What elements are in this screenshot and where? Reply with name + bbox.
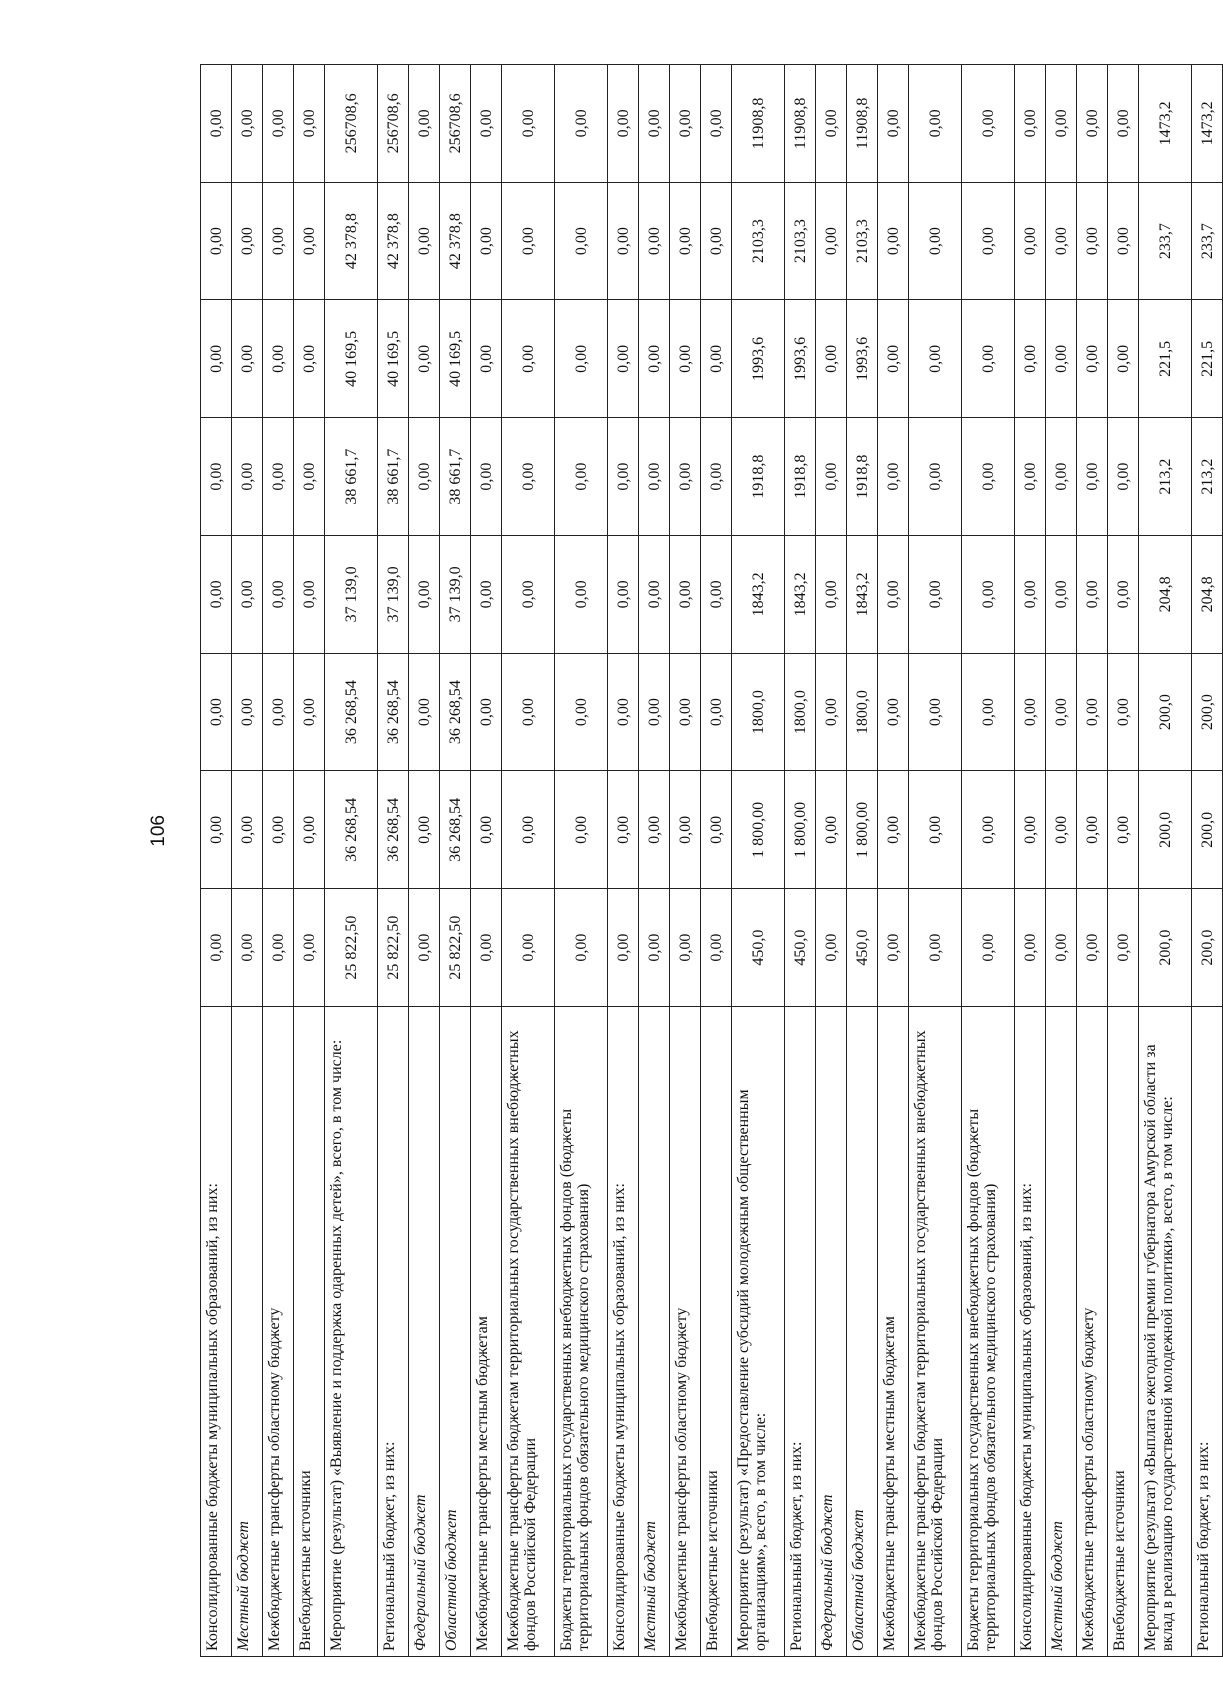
value-cell: 0,00: [962, 536, 1015, 654]
value-cell: 213,2: [1192, 418, 1223, 536]
value-cell: 1 800,00: [785, 771, 816, 889]
value-cell: 0,00: [1015, 889, 1046, 1007]
row-label: Внебюджетные источники: [294, 1007, 325, 1657]
value-cell: 2103,3: [847, 182, 878, 300]
value-cell: 37 139,0: [325, 536, 378, 654]
value-cell: 0,00: [1108, 418, 1139, 536]
value-cell: 36 268,54: [325, 653, 378, 771]
value-cell: 42 378,8: [440, 182, 471, 300]
value-cell: 1800,0: [732, 653, 785, 771]
value-cell: 0,00: [1077, 889, 1108, 1007]
value-cell: 0,00: [409, 65, 440, 183]
value-cell: 0,00: [263, 182, 294, 300]
value-cell: 200,0: [1192, 771, 1223, 889]
value-cell: 0,00: [1108, 536, 1139, 654]
table-row: [670, 65, 701, 1657]
value-cell: 0,00: [1108, 182, 1139, 300]
budget-table: [200, 64, 1223, 1657]
value-cell: 0,00: [816, 889, 847, 1007]
value-cell: 0,00: [471, 300, 502, 418]
value-cell: 25 822,50: [440, 889, 471, 1007]
value-cell: 0,00: [608, 182, 639, 300]
value-cell: 1 800,00: [847, 771, 878, 889]
value-cell: 0,00: [294, 300, 325, 418]
value-cell: 0,00: [263, 418, 294, 536]
value-cell: 0,00: [201, 536, 232, 654]
table-row: [608, 65, 639, 1657]
value-cell: 0,00: [555, 771, 608, 889]
value-cell: 0,00: [701, 300, 732, 418]
value-cell: 0,00: [1046, 771, 1077, 889]
value-cell: 0,00: [816, 536, 847, 654]
value-cell: 0,00: [1077, 300, 1108, 418]
value-cell: 200,0: [1192, 653, 1223, 771]
value-cell: 0,00: [294, 653, 325, 771]
row-label: Межбюджетные трансферты бюджетам территориальных государственных внебюджетных фондов Российской Федерации: [502, 1007, 555, 1657]
value-cell: 213,2: [1139, 418, 1192, 536]
row-label: Консолидированные бюджеты муниципальных образований, из них:: [608, 1007, 639, 1657]
value-cell: 0,00: [294, 65, 325, 183]
value-cell: 450,0: [785, 889, 816, 1007]
value-cell: 0,00: [1046, 653, 1077, 771]
value-cell: 1800,0: [847, 653, 878, 771]
value-cell: 0,00: [201, 653, 232, 771]
row-label: Региональный бюджет, из них:: [1192, 1007, 1223, 1657]
value-cell: 0,00: [639, 771, 670, 889]
value-cell: 0,00: [1077, 418, 1108, 536]
value-cell: 0,00: [555, 418, 608, 536]
value-cell: 0,00: [232, 536, 263, 654]
value-cell: 0,00: [471, 653, 502, 771]
value-cell: 0,00: [1108, 653, 1139, 771]
value-cell: 0,00: [909, 536, 962, 654]
value-cell: 0,00: [909, 418, 962, 536]
value-cell: 0,00: [608, 889, 639, 1007]
value-cell: 0,00: [1015, 418, 1046, 536]
value-cell: 0,00: [701, 653, 732, 771]
value-cell: 0,00: [409, 536, 440, 654]
value-cell: 0,00: [670, 300, 701, 418]
table-row: [471, 65, 502, 1657]
row-label: Межбюджетные трансферты местным бюджетам: [878, 1007, 909, 1657]
value-cell: 1473,2: [1192, 65, 1223, 183]
value-cell: 0,00: [409, 182, 440, 300]
row-label: Консолидированные бюджеты муниципальных образований, из них:: [201, 1007, 232, 1657]
value-cell: 0,00: [909, 300, 962, 418]
value-cell: 0,00: [471, 771, 502, 889]
value-cell: 0,00: [1015, 300, 1046, 418]
value-cell: 11908,8: [785, 65, 816, 183]
row-label: Региональный бюджет, из них:: [378, 1007, 409, 1657]
value-cell: 0,00: [701, 182, 732, 300]
table-row: [962, 65, 1015, 1657]
table-row: [847, 65, 878, 1657]
row-label: Региональный бюджет, из них:: [785, 1007, 816, 1657]
value-cell: 36 268,54: [325, 771, 378, 889]
value-cell: 0,00: [502, 536, 555, 654]
row-label: Консолидированные бюджеты муниципальных образований, из них:: [1015, 1007, 1046, 1657]
value-cell: 0,00: [201, 418, 232, 536]
value-cell: 0,00: [1015, 182, 1046, 300]
row-label: Федеральный бюджет: [816, 1007, 847, 1657]
value-cell: 450,0: [847, 889, 878, 1007]
value-cell: 0,00: [816, 771, 847, 889]
value-cell: 0,00: [670, 418, 701, 536]
table-row: [639, 65, 670, 1657]
value-cell: 0,00: [1077, 536, 1108, 654]
value-cell: 233,7: [1139, 182, 1192, 300]
value-cell: 0,00: [816, 653, 847, 771]
row-label: Бюджеты территориальных государственных внебюджетных фондов (бюджеты территориальных фондов обязательного медицинского страхования): [962, 1007, 1015, 1657]
row-label: Межбюджетные трансферты областному бюджету: [263, 1007, 294, 1657]
value-cell: 36 268,54: [378, 771, 409, 889]
value-cell: 233,7: [1192, 182, 1223, 300]
table-row: [409, 65, 440, 1657]
value-cell: 1 800,00: [732, 771, 785, 889]
value-cell: 0,00: [201, 771, 232, 889]
value-cell: 0,00: [263, 771, 294, 889]
value-cell: 0,00: [670, 65, 701, 183]
value-cell: 0,00: [1015, 65, 1046, 183]
value-cell: 1918,8: [732, 418, 785, 536]
value-cell: 36 268,54: [440, 653, 471, 771]
table-row: [732, 65, 785, 1657]
value-cell: 0,00: [555, 182, 608, 300]
value-cell: 36 268,54: [440, 771, 471, 889]
value-cell: 0,00: [1108, 771, 1139, 889]
table-row: [325, 65, 378, 1657]
value-cell: 0,00: [294, 889, 325, 1007]
value-cell: 0,00: [502, 182, 555, 300]
value-cell: 0,00: [201, 182, 232, 300]
value-cell: 25 822,50: [325, 889, 378, 1007]
value-cell: 0,00: [816, 300, 847, 418]
value-cell: 37 139,0: [378, 536, 409, 654]
table-row: [701, 65, 732, 1657]
value-cell: 11908,8: [732, 65, 785, 183]
value-cell: 0,00: [201, 65, 232, 183]
value-cell: 25 822,50: [378, 889, 409, 1007]
value-cell: 0,00: [909, 653, 962, 771]
value-cell: 0,00: [232, 300, 263, 418]
value-cell: 0,00: [1108, 65, 1139, 183]
value-cell: 0,00: [962, 182, 1015, 300]
value-cell: 1918,8: [785, 418, 816, 536]
value-cell: 0,00: [263, 889, 294, 1007]
value-cell: 0,00: [263, 536, 294, 654]
value-cell: 0,00: [909, 889, 962, 1007]
row-label: Местный бюджет: [232, 1007, 263, 1657]
value-cell: 0,00: [639, 65, 670, 183]
value-cell: 0,00: [701, 65, 732, 183]
rotated-table-container: [200, 65, 1216, 1657]
value-cell: 0,00: [909, 771, 962, 889]
table-row: [1015, 65, 1046, 1657]
value-cell: 0,00: [639, 418, 670, 536]
table-row: [1108, 65, 1139, 1657]
value-cell: 0,00: [962, 653, 1015, 771]
value-cell: 11908,8: [847, 65, 878, 183]
value-cell: 0,00: [670, 889, 701, 1007]
value-cell: 0,00: [639, 300, 670, 418]
table-row: [201, 65, 232, 1657]
value-cell: 0,00: [555, 300, 608, 418]
value-cell: 0,00: [471, 182, 502, 300]
value-cell: 0,00: [1108, 889, 1139, 1007]
value-cell: 0,00: [502, 889, 555, 1007]
value-cell: 0,00: [471, 65, 502, 183]
table-row: [502, 65, 555, 1657]
value-cell: 0,00: [608, 418, 639, 536]
page-number: 106: [148, 815, 169, 847]
value-cell: 1843,2: [732, 536, 785, 654]
value-cell: 0,00: [263, 65, 294, 183]
value-cell: 1918,8: [847, 418, 878, 536]
value-cell: 0,00: [471, 418, 502, 536]
value-cell: 1800,0: [785, 653, 816, 771]
value-cell: 256708,6: [325, 65, 378, 183]
value-cell: 42 378,8: [325, 182, 378, 300]
table-row: [1046, 65, 1077, 1657]
value-cell: 0,00: [263, 300, 294, 418]
value-cell: 200,0: [1139, 653, 1192, 771]
value-cell: 0,00: [502, 65, 555, 183]
value-cell: 0,00: [1015, 771, 1046, 889]
value-cell: 1993,6: [785, 300, 816, 418]
row-label: Межбюджетные трансферты областному бюджету: [670, 1007, 701, 1657]
value-cell: 0,00: [701, 771, 732, 889]
value-cell: 0,00: [909, 65, 962, 183]
value-cell: 0,00: [555, 536, 608, 654]
value-cell: 0,00: [670, 653, 701, 771]
value-cell: 38 661,7: [378, 418, 409, 536]
value-cell: 200,0: [1139, 771, 1192, 889]
row-label: Мероприятие (результат) «Предоставление субсидий молодежным общественным организациям», всего, в том числе:: [732, 1007, 785, 1657]
row-label: Местный бюджет: [639, 1007, 670, 1657]
value-cell: 0,00: [471, 536, 502, 654]
value-cell: 0,00: [608, 65, 639, 183]
value-cell: 37 139,0: [440, 536, 471, 654]
value-cell: 0,00: [878, 771, 909, 889]
value-cell: 0,00: [701, 536, 732, 654]
table-row: [909, 65, 962, 1657]
value-cell: 40 169,5: [440, 300, 471, 418]
value-cell: 0,00: [409, 889, 440, 1007]
row-label: Мероприятие (результат) «Выявление и поддержка одаренных детей», всего, в том числе:: [325, 1007, 378, 1657]
table-row: [878, 65, 909, 1657]
row-label: Мероприятие (результат) «Выплата ежегодной премии губернатора Амурской области за вклад в реализацию государственной молодежной политики», всего, в том числе:: [1139, 1007, 1192, 1657]
value-cell: 221,5: [1139, 300, 1192, 418]
row-label: Внебюджетные источники: [701, 1007, 732, 1657]
value-cell: 40 169,5: [378, 300, 409, 418]
value-cell: 2103,3: [732, 182, 785, 300]
row-label: Бюджеты территориальных государственных внебюджетных фондов (бюджеты территориальных фондов обязательного медицинского страхования): [555, 1007, 608, 1657]
row-label: Местный бюджет: [1046, 1007, 1077, 1657]
value-cell: 0,00: [878, 300, 909, 418]
value-cell: 0,00: [232, 771, 263, 889]
value-cell: 0,00: [878, 653, 909, 771]
table-row: [555, 65, 608, 1657]
value-cell: 0,00: [232, 653, 263, 771]
value-cell: 0,00: [878, 65, 909, 183]
value-cell: 0,00: [608, 536, 639, 654]
value-cell: 1473,2: [1139, 65, 1192, 183]
value-cell: 0,00: [701, 418, 732, 536]
value-cell: 38 661,7: [440, 418, 471, 536]
row-label: Федеральный бюджет: [409, 1007, 440, 1657]
value-cell: 0,00: [639, 182, 670, 300]
value-cell: 0,00: [294, 418, 325, 536]
value-cell: 0,00: [555, 889, 608, 1007]
value-cell: 2103,3: [785, 182, 816, 300]
value-cell: 0,00: [962, 889, 1015, 1007]
value-cell: 0,00: [816, 65, 847, 183]
value-cell: 0,00: [232, 418, 263, 536]
value-cell: 0,00: [1046, 536, 1077, 654]
table-row: [816, 65, 847, 1657]
row-label: Областной бюджет: [440, 1007, 471, 1657]
value-cell: 0,00: [670, 182, 701, 300]
value-cell: 1993,6: [732, 300, 785, 418]
value-cell: 0,00: [555, 65, 608, 183]
value-cell: 0,00: [1015, 653, 1046, 771]
value-cell: 0,00: [1015, 536, 1046, 654]
value-cell: 0,00: [1108, 300, 1139, 418]
table-row: [294, 65, 325, 1657]
value-cell: 0,00: [409, 653, 440, 771]
value-cell: 256708,6: [440, 65, 471, 183]
value-cell: 0,00: [878, 536, 909, 654]
value-cell: 0,00: [201, 300, 232, 418]
row-label: Областной бюджет: [847, 1007, 878, 1657]
value-cell: 0,00: [909, 182, 962, 300]
table-row: [785, 65, 816, 1657]
value-cell: 0,00: [816, 182, 847, 300]
value-cell: 0,00: [409, 418, 440, 536]
value-cell: 1843,2: [847, 536, 878, 654]
table-row: [263, 65, 294, 1657]
value-cell: 0,00: [962, 771, 1015, 889]
value-cell: 200,0: [1192, 889, 1223, 1007]
value-cell: 0,00: [1077, 182, 1108, 300]
value-cell: 0,00: [608, 653, 639, 771]
value-cell: 0,00: [409, 300, 440, 418]
table-row: [1192, 65, 1223, 1657]
value-cell: 204,8: [1139, 536, 1192, 654]
value-cell: 0,00: [816, 418, 847, 536]
value-cell: 0,00: [878, 418, 909, 536]
value-cell: 256708,6: [378, 65, 409, 183]
value-cell: 0,00: [670, 536, 701, 654]
table-row: [378, 65, 409, 1657]
value-cell: 0,00: [232, 182, 263, 300]
value-cell: 42 378,8: [378, 182, 409, 300]
value-cell: 0,00: [639, 536, 670, 654]
value-cell: 0,00: [232, 65, 263, 183]
table-row: [232, 65, 263, 1657]
value-cell: 0,00: [701, 889, 732, 1007]
value-cell: 0,00: [201, 889, 232, 1007]
value-cell: 0,00: [232, 889, 263, 1007]
value-cell: 0,00: [502, 300, 555, 418]
value-cell: 450,0: [732, 889, 785, 1007]
value-cell: 36 268,54: [378, 653, 409, 771]
value-cell: 0,00: [502, 771, 555, 889]
value-cell: 1843,2: [785, 536, 816, 654]
value-cell: 0,00: [608, 300, 639, 418]
row-label: Межбюджетные трансферты бюджетам территориальных государственных внебюджетных фондов Российской Федерации: [909, 1007, 962, 1657]
value-cell: 1993,6: [847, 300, 878, 418]
value-cell: 0,00: [263, 653, 294, 771]
value-cell: 0,00: [639, 653, 670, 771]
table-row: [1139, 65, 1192, 1657]
value-cell: 221,5: [1192, 300, 1223, 418]
value-cell: 0,00: [1046, 65, 1077, 183]
value-cell: 0,00: [1077, 771, 1108, 889]
value-cell: 0,00: [294, 536, 325, 654]
row-label: Внебюджетные источники: [1108, 1007, 1139, 1657]
value-cell: 0,00: [1046, 300, 1077, 418]
value-cell: 0,00: [639, 889, 670, 1007]
value-cell: 40 169,5: [325, 300, 378, 418]
value-cell: 0,00: [878, 182, 909, 300]
value-cell: 0,00: [1046, 418, 1077, 536]
value-cell: 0,00: [294, 182, 325, 300]
value-cell: 0,00: [670, 771, 701, 889]
value-cell: 204,8: [1192, 536, 1223, 654]
value-cell: 0,00: [962, 65, 1015, 183]
value-cell: 0,00: [962, 418, 1015, 536]
value-cell: 0,00: [294, 771, 325, 889]
value-cell: 0,00: [1077, 65, 1108, 183]
table-row: [440, 65, 471, 1657]
value-cell: 0,00: [962, 300, 1015, 418]
value-cell: 38 661,7: [325, 418, 378, 536]
value-cell: 0,00: [878, 889, 909, 1007]
table-row: [1077, 65, 1108, 1657]
row-label: Межбюджетные трансферты местным бюджетам: [471, 1007, 502, 1657]
row-label: Межбюджетные трансферты областному бюджету: [1077, 1007, 1108, 1657]
value-cell: 0,00: [502, 653, 555, 771]
value-cell: 0,00: [1046, 182, 1077, 300]
value-cell: 0,00: [471, 889, 502, 1007]
value-cell: 0,00: [502, 418, 555, 536]
value-cell: 0,00: [1046, 889, 1077, 1007]
value-cell: 0,00: [1077, 653, 1108, 771]
value-cell: 0,00: [608, 771, 639, 889]
value-cell: 200,0: [1139, 889, 1192, 1007]
table-body: [201, 65, 1223, 1657]
value-cell: 0,00: [409, 771, 440, 889]
value-cell: 0,00: [555, 653, 608, 771]
